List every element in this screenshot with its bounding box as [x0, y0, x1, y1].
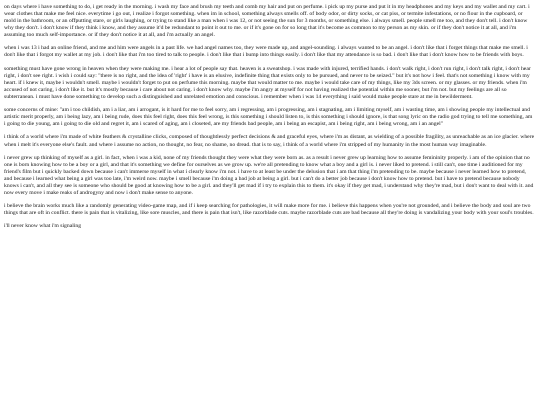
document-body — [4, 4, 535, 237]
paragraph-brain: i believe the brain works much like a randomly generating video-game map, and if i keep searching for pathologies, it will make more for me. i believe this happens when you're not grounded, and i believe the body and soul are two things that are oft in conflict. there is pain that is vitalizing, like sore muscles, and there is pain that isn't, like razorblade cuts. maybe razorblade cuts are bad because all they're doing is vandalizing your body with your soul's troubles. — [4, 203, 534, 217]
paragraph-morning-routine: on days where i have something to do, i get ready in the morning. i wash my face and brush my teeth and comb my hair and put on perfume. i pick up my purse and put it in my headphones and my keys and my wallet and my cart. i wear clothes that make me feel nice. everytime i go out, i realize i forgot something. when im in school, something always smells off. of body odor, or dirty socks, or cat piss, or termite infestations, or no flour in the cupboard, or mold in the bathroom, or an offputting stare, or girls laughing, or trying to stand like a man when i was 12, or not seeing the sun for 3 months, or something else. i always smell. people smell me too, and they don't tell. i don't know why they don't. i don't know if they think i know, and they assume it'd be redundant to point it out to me. or if it's gone on for so long that it's become as common to my person as my skin. or if they don't notice it at all, and i'm assuming too much self-importance. or if they don't notice it at all, and i'm actually an angel. — [4, 4, 530, 39]
paragraph-girlhood: i never grew up thinking of myself as a girl. in fact, when i was a kid, none of my friends thought they were what they were born as. as a result i never grew up learning how to assume femininity properly. i am of the opinion that no one is born knowing how to be a boy or a girl, and that it's something we define for ourselves as we grow up. we're all pretending to know what a boy and a girl is. i never liked to pretend. i still can't, one time i auditioned for my friend's film but i quickly backed down because i can't immerse myself in what i clearly know i'm not. i have to at least be under the delusion that i am that thing i'm pretending to be. maybe because i never learned how to pretend, and because i learned what being a girl was too late, i'm weird now. maybe i smell because i'm doing a bad job at being a girl. but i can't do a better job because i don't know how to pretend. but i have to pretend because nobody knows i can't, and all they see is someone who should be good at knowing how to be a girl. and they'll get mad if i try to explain this to them. it's okay if they get mad, i understand why they're mad, but i don't want to deal with it. and now every move i make reaks of androgyny and now i don't make sense to anyone. — [4, 154, 534, 196]
paragraph-online-friend: when i was 13 i had an online friend, and me and him were angels in a past life. we had angel names too, they were made up, and angel-sounding. i always wanted to be an angel. i don't like that i forget things that make me smell. i don't like that i forgot my wallet at my job. i don't like that i'm too tired to talk to people. i don't like that i bump into things easily. i don't like that my attendance is so bad. i don't like that i don't know how to be friends with boys. — [4, 45, 528, 59]
paragraph-heaven: something must have gone wrong in heaven when they were making me. i hear a lot of people say that. heaven is a sweatshop. i was made with injured, terrified hands. i don't walk right, i don't run right, i don't talk right, i don't hear right, i don't see right. i wish i could say: "there is no right, and the idea of 'right' i have is an elusive, indefinite thing that exists only to be pursued, and never to be seized." but it's not how i feel. that's not something i know with my heart. if i knew it, maybe i wouldn't smell. maybe i wouldn't forget to put on perfume this morning. maybe that would matter to me. maybe i would take care of my things, like my 3ds screen. or my glasses. or my friends. when i'm accused of not caring, i don't like it. but it's mostly because i care about not caring. i don't know why. maybe i'm angry at myself for not having realized the potential within me sooner, but i'm not. but my feelings are all so subterranean. i must have done something to develop such a distinguished and unrelated emotion and conscious. i remember when i was 14 everything i said would make people stare at me in bewilderment. — [4, 65, 531, 100]
paragraph-signaling: i'll never know what i'm signaling — [4, 223, 82, 230]
paragraph-concerns: some concerns of mine: "am i too childish, am i a liar, am i arrogant, is it hard for me to feel sorry, am i regressing, am i progressing, am i stagnating, am i limiting myself, am i wasting time, am i showing people my intellectual and artistic merit properly, am i being lazy, am i being rude, does this feel right, does this feel wrong, is this something i should listen to, is this something i should ignore, is that song lyric on the radio god trying to tell me something, am i going to die young, am i going to die old and regret it, am i scared of aging, am i closeted, are my friends bad people, am i being an escapist, am i being right, am i being wrong, am i an angel" — [4, 107, 533, 128]
paragraph-white-feathers: i think of a world where i'm made of white feathers & crystalline clicks, composed of thoughtlessly perfect decisions & and graceful eyes, where i'm as distant, as wielding of a possible fragility, as unreachable as an ice glacier. where when i melt it's everyone else's fault. and where i assume no action, no thought, no fear, no shame, no dread. that is to say, i think of a world where i'm stripped of my humanity in the most human way imaginable. — [4, 134, 535, 148]
